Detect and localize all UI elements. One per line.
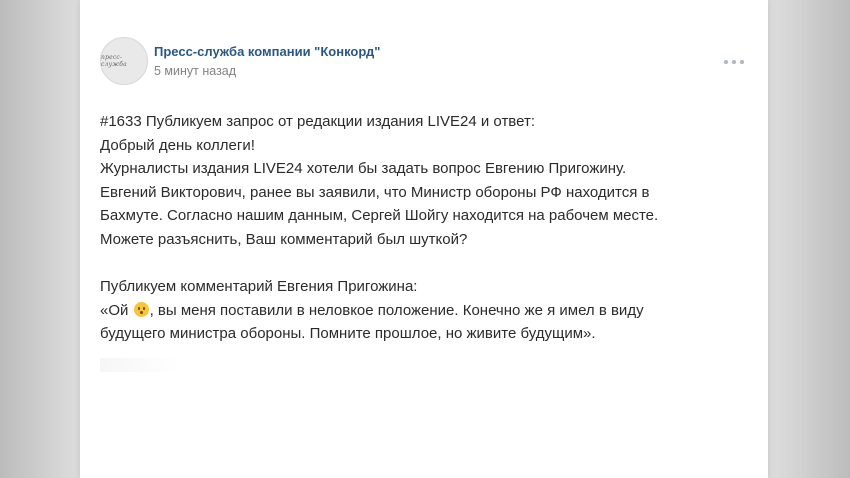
post-line: Публикуем комментарий Евгения Пригожина: bbox=[100, 278, 418, 296]
avatar-logo: пресс-служба bbox=[101, 54, 127, 68]
quote-start: «Ой bbox=[100, 301, 129, 319]
post-line: Можете разъяснить, Ваш комментарий был шуткой? bbox=[100, 230, 468, 248]
paragraph-gap bbox=[100, 252, 740, 276]
faded-strip bbox=[100, 358, 180, 372]
hushed-face-emoji-icon bbox=[134, 302, 149, 317]
post-line: Евгений Викторович, ранее вы заявили, что Министр обороны РФ находится в bbox=[100, 183, 650, 201]
more-dots-icon[interactable] bbox=[724, 60, 744, 66]
post-text bbox=[100, 110, 740, 346]
post-line: #1633 Публикуем запрос от редакции издания LIVE24 и ответ: bbox=[100, 113, 535, 130]
quote-line bbox=[100, 299, 740, 323]
post-card bbox=[80, 0, 768, 478]
quote-line-end: будущего министра обороны. Помните прошлое, но живите будущим». bbox=[100, 325, 596, 343]
avatar[interactable] bbox=[100, 37, 148, 85]
post-line: Добрый день коллеги! bbox=[100, 136, 255, 154]
quote-rest: , вы меня поставили в неловкое положение. Конечно же я имел в виду bbox=[149, 301, 644, 319]
post-line: Бахмуте. Согласно нашим данным, Сергей Шойгу находится на рабочем месте. bbox=[100, 207, 659, 225]
post-author[interactable]: Пресс-служба компании "Конкорд" bbox=[154, 44, 381, 59]
post-time[interactable]: 5 минут назад bbox=[154, 64, 237, 78]
post-line: Журналисты издания LIVE24 хотели бы задать вопрос Евгению Пригожину. bbox=[100, 160, 627, 178]
